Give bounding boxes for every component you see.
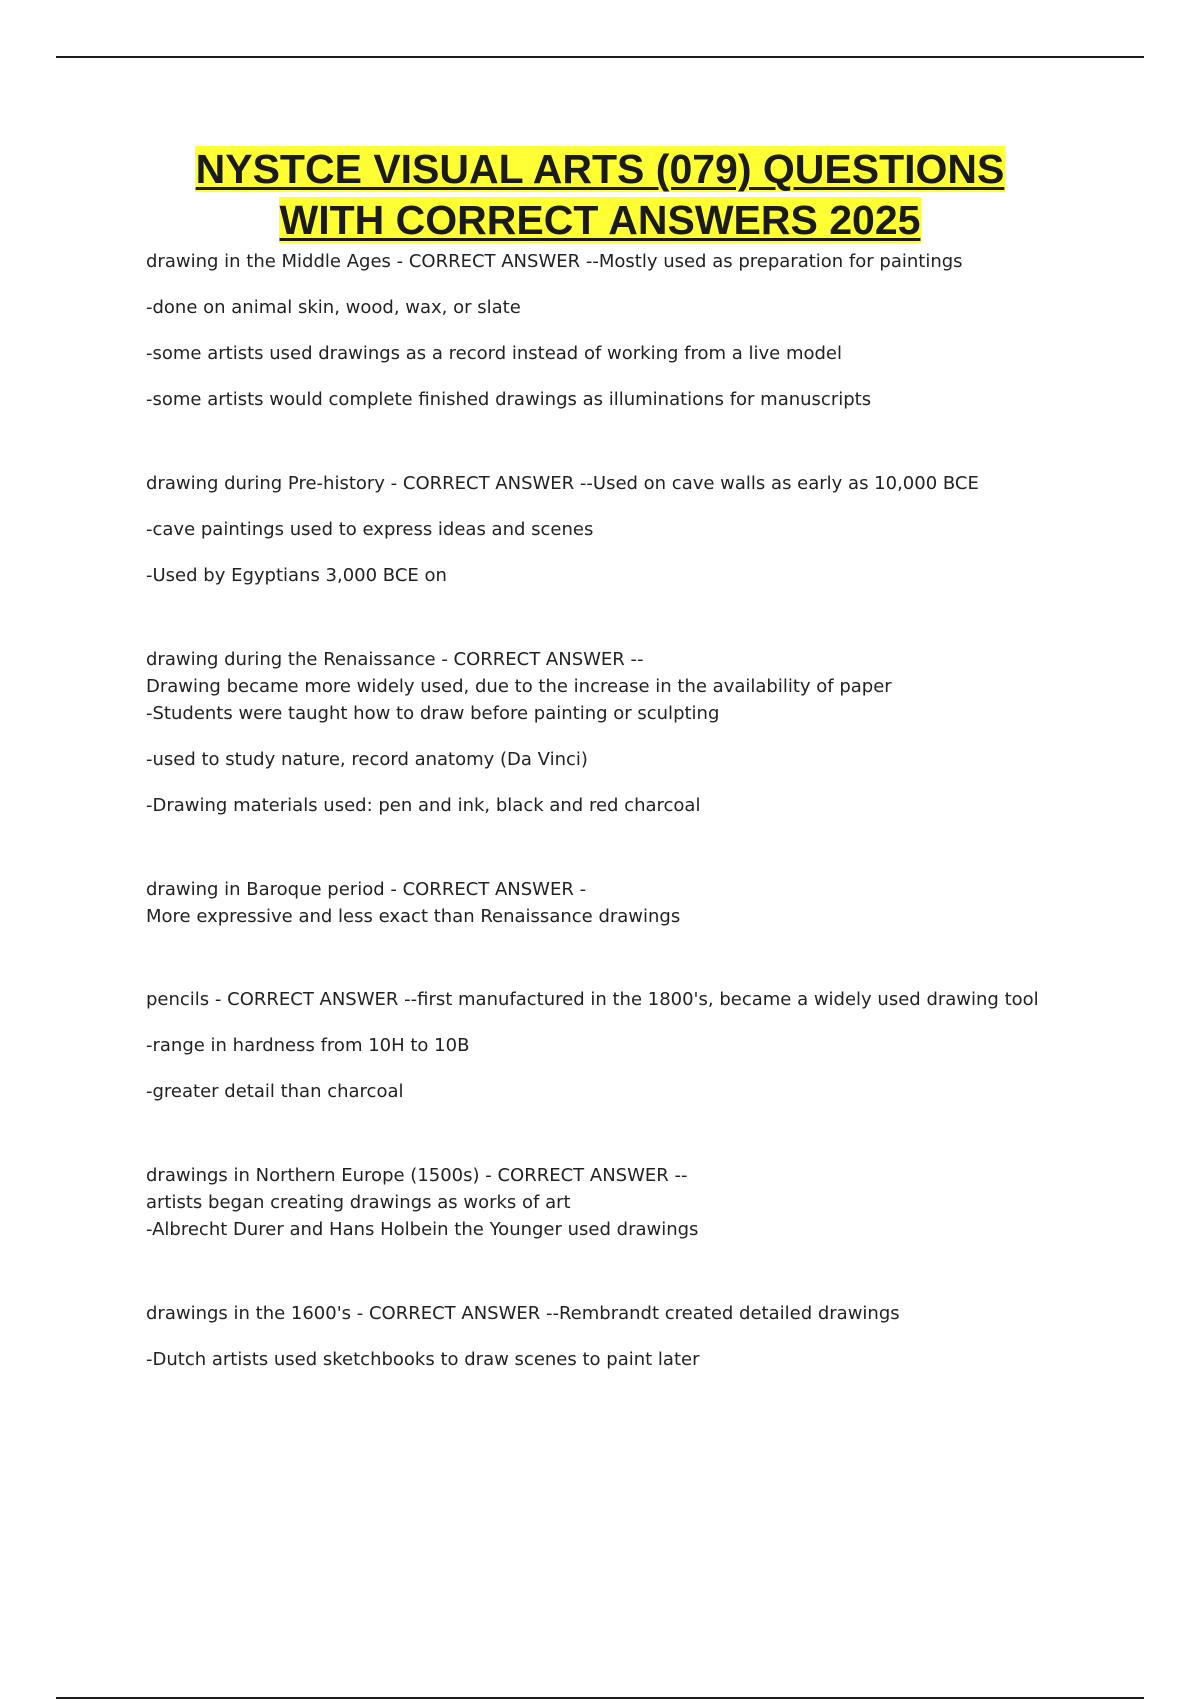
flashcard-question (146, 1162, 1146, 1216)
flashcard-line: -some artists used drawings as a record instead of working from a live model (146, 343, 843, 364)
flashcard-line: drawings in Northern Europe (1500s) - CORRECT ANSWER -- (146, 1165, 688, 1186)
flashcard-line: More expressive and less exact than Renaissance drawings (146, 906, 681, 927)
bottom-rule (56, 1697, 1144, 1699)
flashcard-question (146, 876, 1146, 930)
flashcard-line: -greater detail than charcoal (146, 1081, 404, 1102)
top-rule (56, 56, 1144, 58)
flashcard-pencils (146, 986, 1146, 1106)
flashcard-line: drawing during the Renaissance - CORRECT ANSWER -- (146, 649, 644, 670)
flashcard-line: -range in hardness from 10H to 10B (146, 1035, 470, 1056)
flashcard-line: drawing in the Middle Ages - CORRECT ANSWER --Mostly used as preparation for paintings (146, 251, 963, 272)
flashcard-line: -Students were taught how to draw before painting or sculpting (146, 703, 720, 724)
flashcard-baroque (146, 876, 1146, 930)
flashcard-question (146, 646, 1146, 700)
title-line-2: WITH CORRECT ANSWERS 2025 (279, 197, 921, 243)
flashcard-line: -done on animal skin, wood, wax, or slate (146, 297, 521, 318)
flashcard-line: -cave paintings used to express ideas and scenes (146, 519, 594, 540)
flashcard-line: drawing during Pre-history - CORRECT ANSWER --Used on cave walls as early as 10,000 BCE (146, 473, 979, 494)
flashcard-middle-ages (146, 248, 1146, 414)
flashcard-line: -Albrecht Durer and Hans Holbein the Younger used drawings (146, 1219, 699, 1240)
flashcard-line: -some artists would complete finished drawings as illuminations for manuscripts (146, 389, 872, 410)
flashcard-northern-europe (146, 1162, 1146, 1244)
flashcard-pre-history (146, 470, 1146, 590)
flashcard-line: -Dutch artists used sketchbooks to draw scenes to paint later (146, 1349, 700, 1370)
flashcard-line: artists began creating drawings as works of art (146, 1192, 571, 1213)
flashcard-line: -Used by Egyptians 3,000 BCE on (146, 565, 447, 586)
title-line-1: NYSTCE VISUAL ARTS (079) QUESTIONS (195, 146, 1005, 192)
flashcard-line: -used to study nature, record anatomy (Da Vinci) (146, 749, 588, 770)
flashcard-renaissance (146, 646, 1146, 820)
flashcard-line: Drawing became more widely used, due to the increase in the availability of paper (146, 676, 892, 697)
flashcard-line: drawing in Baroque period - CORRECT ANSWER - (146, 879, 587, 900)
flashcard-line: -Drawing materials used: pen and ink, black and red charcoal (146, 795, 701, 816)
flashcard-1600s (146, 1300, 1146, 1374)
flashcard-list (146, 248, 1146, 1430)
document-title (0, 144, 1200, 246)
flashcard-line: pencils - CORRECT ANSWER --first manufactured in the 1800's, became a widely used drawing tool (146, 989, 1039, 1010)
flashcard-line: drawings in the 1600's - CORRECT ANSWER --Rembrandt created detailed drawings (146, 1303, 900, 1324)
